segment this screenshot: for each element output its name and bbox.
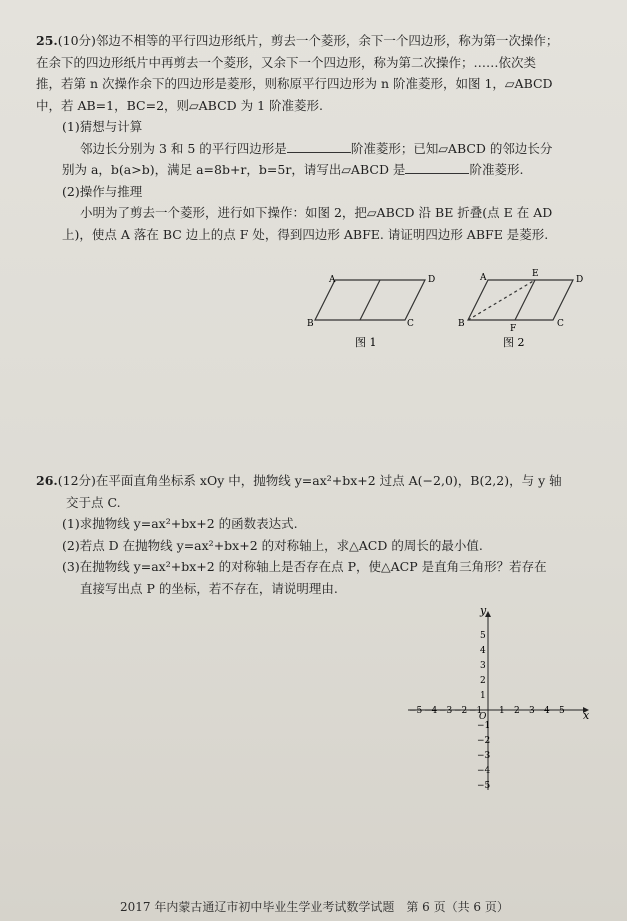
origin-label: O [479,712,487,722]
x-tick-label: −3 [439,706,453,716]
fig2-label-b: B [458,319,465,329]
q25-text-1: 邻边不相等的平行四边形纸片，剪去一个菱形，余下一个四边形，称为第一次操作； [95,33,559,48]
x-tick-label: 1 [499,706,505,716]
y-tick-label: −2 [477,736,491,746]
q25-line-4: 中，若 AB=1，BC=2，则▱ABCD 为 1 阶准菱形. [36,97,324,113]
x-tick-label: −4 [424,706,438,716]
x-tick-label: 3 [529,706,535,716]
question-26 [36,470,596,599]
x-tick-label: −2 [454,706,468,716]
y-tick-label: 5 [480,631,486,641]
q25-part2-line2: 上)，使点 A 落在 BC 边上的点 F 处，得到四边形 ABFE. 请证明四边形 ABFE 是菱形. [62,226,549,242]
fig1-label-c: C [407,319,414,329]
q25-figures [295,268,595,358]
answer-blank-1[interactable] [287,140,351,153]
x-tick-label: −1 [469,706,483,716]
q25-part1-text-d: 阶准菱形. [469,162,524,177]
q25-part2-line1: 小明为了剪去一个菱形，进行如下操作：如图 2，把▱ABCD 沿 BE 折叠(点 E 在 AD [80,205,553,220]
fig2-caption: 图 2 [503,336,525,349]
q25-score: (10分) [57,33,96,48]
fig1-label-b: B [307,319,314,329]
y-tick-label: 2 [480,676,486,686]
fig2-label-e: E [532,269,539,279]
q25-line-1 [36,30,596,52]
q25-part2-title: (2)操作与推理 [62,183,143,199]
y-tick-label: 1 [480,691,486,701]
q25-part1-line1 [36,138,596,160]
question-25 [36,30,596,245]
q26-part1: (1)求抛物线 y=ax²+bx+2 的函数表达式. [62,516,298,531]
fig1-label-a: A [329,275,336,285]
y-axis-label: y [480,604,487,617]
q25-line-3: 推，若第 n 次操作余下的四边形是菱形，则称原平行四边形为 n 阶准菱形，如图 1，▱ABCD [36,76,553,91]
x-axis-label: x [583,709,590,722]
q26-line-1 [36,470,596,492]
page-footer: 2017 年内蒙古通辽市初中毕业生学业考试数学试题 第 6 页（共 6 页） [120,900,509,914]
fig2-label-c: C [557,319,564,329]
fig2-label-d: D [576,275,584,285]
q26-score: (12分) [57,473,96,488]
y-tick-label: −1 [477,721,491,731]
q26-text-1: 在平面直角坐标系 xOy 中，抛物线 y=ax²+bx+2 过点 A(−2,0)，B(2,2)，与 y 轴 [95,473,562,488]
y-tick-label: −5 [477,781,491,791]
q25-line-2: 在余下的四边形纸片中再剪去一个菱形，又余下一个四边形，称为第二次操作；……依次类 [36,54,537,70]
q26-part3-cont: 直接写出点 P 的坐标，若不存在，请说明理由. [80,580,338,596]
fig1-cut-line [360,280,380,320]
q26-part2: (2)若点 D 在抛物线 y=ax²+bx+2 的对称轴上，求△ACD 的周长的最小值. [62,537,483,553]
q26-number: 26. [36,473,58,488]
fig2-label-a: A [480,273,487,283]
figure-1 [315,280,425,320]
y-tick-label: 3 [480,661,486,671]
x-tick-label: 5 [559,706,565,716]
q25-number: 25. [36,33,58,48]
q26-part3: (3)在抛物线 y=ax²+bx+2 的对称轴上是否存在点 P，使△ACP 是直角三角形？若存在 [62,559,547,574]
q26-line-2: 交于点 C. [66,494,121,510]
q25-part1-line2 [36,159,596,181]
q25-part1-title: (1)猜想与计算 [62,119,143,134]
coordinate-plane [400,600,600,800]
fig2-label-f: F [510,324,517,334]
y-tick-label: −3 [477,751,491,761]
x-tick-label: 2 [514,706,520,716]
x-tick-label: −5 [409,706,423,716]
fig1-label-d: D [428,275,436,285]
fig1-caption: 图 1 [355,336,377,349]
answer-blank-2[interactable] [405,161,469,174]
y-tick-label: −4 [477,766,491,776]
q25-part1-text-b: 阶准菱形；已知▱ABCD 的邻边长分 [350,140,553,156]
x-tick-label: 4 [544,706,550,716]
figure-2 [468,280,573,320]
fig2-parallelogram [468,280,573,320]
q25-part1-text-a: 邻边长分别为 3 和 5 的平行四边形是 [80,140,287,156]
q25-part1-text-c: 别为 a，b(a>b)，满足 a=8b+r，b=5r，请写出▱ABCD 是 [62,162,406,177]
y-tick-label: 4 [480,646,486,656]
